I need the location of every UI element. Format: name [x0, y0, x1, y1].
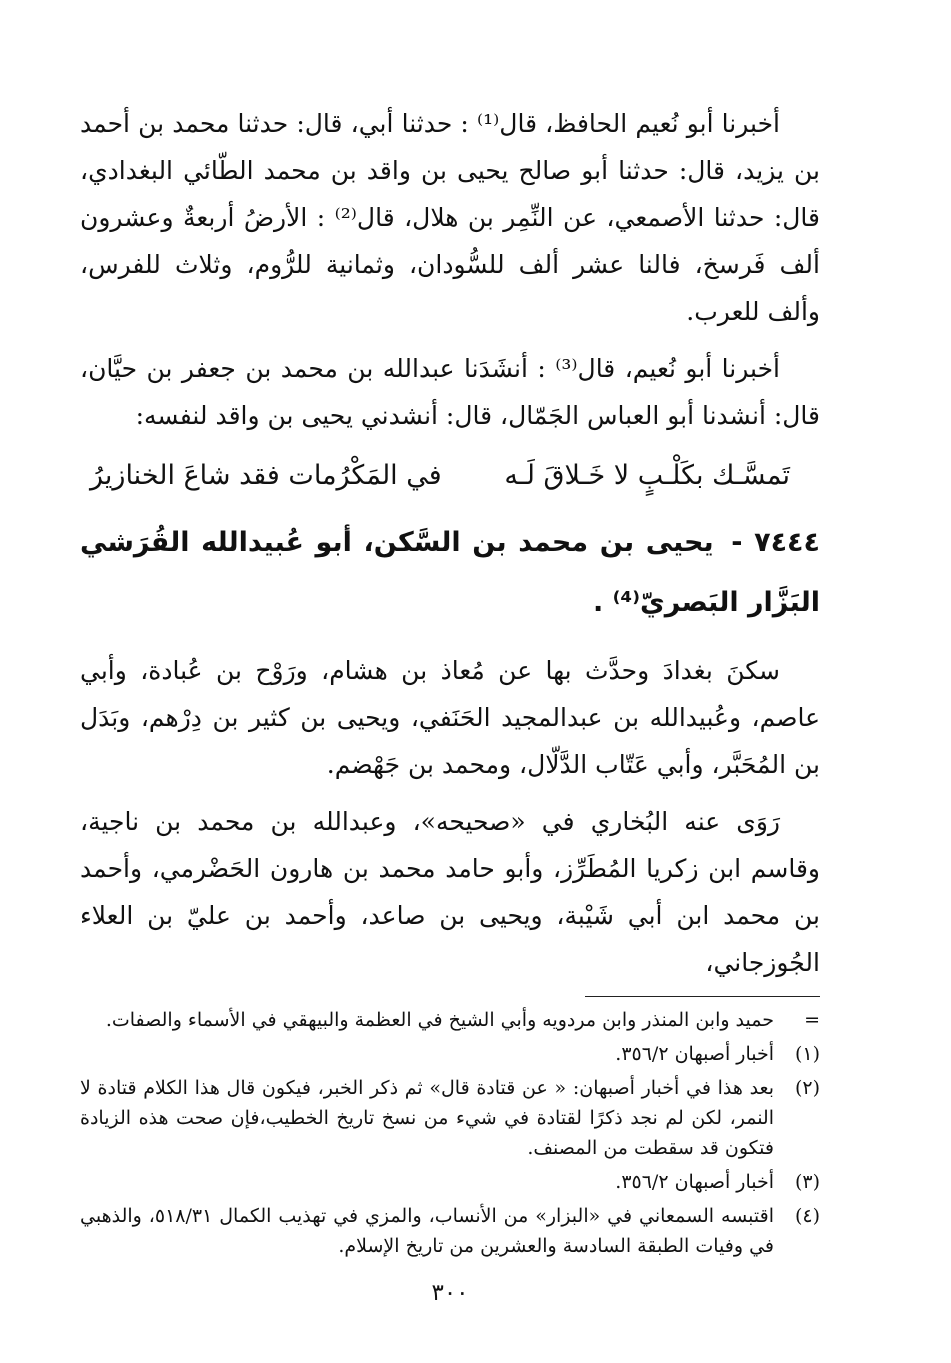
footnote-4-mark: (٤): [794, 1205, 820, 1227]
entry-heading: [80, 513, 820, 633]
footnote-3-mark: (٣): [794, 1171, 820, 1193]
footnote-2-text: بعد هذا في أخبار أصبهان: « عن قتادة قال» ثم ذكر الخبر، فيكون قال هذا الكلام قتادة لا النمر، لكن لم نجد ذكرًا لقتادة في شيء من نسخ تاريخ الخطيب،فإن صحت هذه الزيادة فتكون قد سقطت من المصنف.: [80, 1077, 774, 1159]
footnote-2: [80, 1073, 820, 1163]
book-page: [80, 100, 821, 1306]
footnote-continuation: [80, 1005, 820, 1035]
footnote-4: [80, 1201, 820, 1261]
entry-title: يحيى بن محمد بن السَّكن، أبو عُبيدالله القُرَشي البَزَّار البَصريّ⁽⁴⁾ .: [80, 527, 820, 618]
footnote-1-text: أخبار أصبهان ٣٥٦/٢.: [615, 1043, 774, 1065]
footnotes: [80, 1005, 820, 1261]
footnote-continuation-text: حميد وابن المنذر وابن مردويه وأبي الشيخ في العظمة والبيهقي في الأسماء والصفات.: [105, 1009, 774, 1031]
poem-hemistich-left: في المَكْرُمات فقد شاعَ الخنازيرُ: [90, 460, 442, 491]
footnote-4-text: اقتبسه السمعاني في «البزار» من الأنساب، والمزي في تهذيب الكمال ٥١٨/٣١، والذهبي في وفيات الطبقة السادسة والعشرين من تاريخ الإسلام.: [80, 1205, 774, 1257]
footnote-1-mark: (١): [794, 1043, 820, 1065]
footnote-3: [80, 1167, 820, 1197]
footnote-3-text: أخبار أصبهان ٣٥٦/٢.: [615, 1171, 774, 1193]
entry-number: ٧٤٤٤ -: [731, 527, 821, 558]
main-text: [80, 100, 820, 986]
poem-verse: [80, 449, 820, 503]
page-number: ٣٠٠: [431, 1280, 469, 1306]
footnote-1: [80, 1039, 820, 1069]
paragraph-1: أخبرنا أبو نُعيم الحافظ، قال⁽¹⁾ : حدثنا أبي، قال: حدثنا محمد بن أحمد بن يزيد، قال: حدثنا أبو صالح يحيى بن واقد بن محمد الطّائي البغدادي، قال: حدثنا الأصمعي، عن النِّمِر بن هلال، قال⁽²⁾ : الأرضُ أربعةٌ وعشرون ألف فَرسخ، فالنا عشر ألف للسُّودان، وثمانية للرُّوم، وثلاث للفرس، وألف للعرب.: [80, 109, 820, 326]
footnote-continuation-mark: =: [804, 1009, 820, 1031]
paragraph-4: رَوَى عنه البُخاري في «صحيحه»، وعبدالله بن محمد بن ناجية، وقاسم ابن زكريا المُطَرِّز، وأبو حامد محمد بن هارون الحَضْرمي، وأحمد بن محمد ابن أبي شَيْبة، ويحيى بن صاعد، وأحمد بن عليّ بن العلاء الجُوزجاني،: [80, 807, 820, 977]
footnote-2-mark: (٢): [794, 1077, 820, 1099]
footnote-divider: [585, 996, 820, 997]
paragraph-2: أخبرنا أبو نُعيم، قال⁽³⁾ : أنشَدَنا عبدالله بن محمد بن جعفر بن حيَّان، قال: أنشدنا أبو العباس الجَمّال، قال: أنشدني يحيى بن واقد لنفسه:: [80, 354, 820, 430]
paragraph-3: سكنَ بغدادَ وحدَّث بها عن مُعاذ بن هشام، ورَوْح بن عُبادة، وأبي عاصم، وعُبيدالله بن عبدالمجيد الحَنَفي، ويحيى بن كثير بن دِرْهم، وبَدَل بن المُحَبَّر، وأبي عَتّاب الدَّلّال، ومحمد بن جَهْضم.: [80, 656, 820, 779]
poem-hemistich-right: تَمسَّـك بكَلْـبٍ لا خَـلاقَ لَـه: [504, 460, 790, 491]
